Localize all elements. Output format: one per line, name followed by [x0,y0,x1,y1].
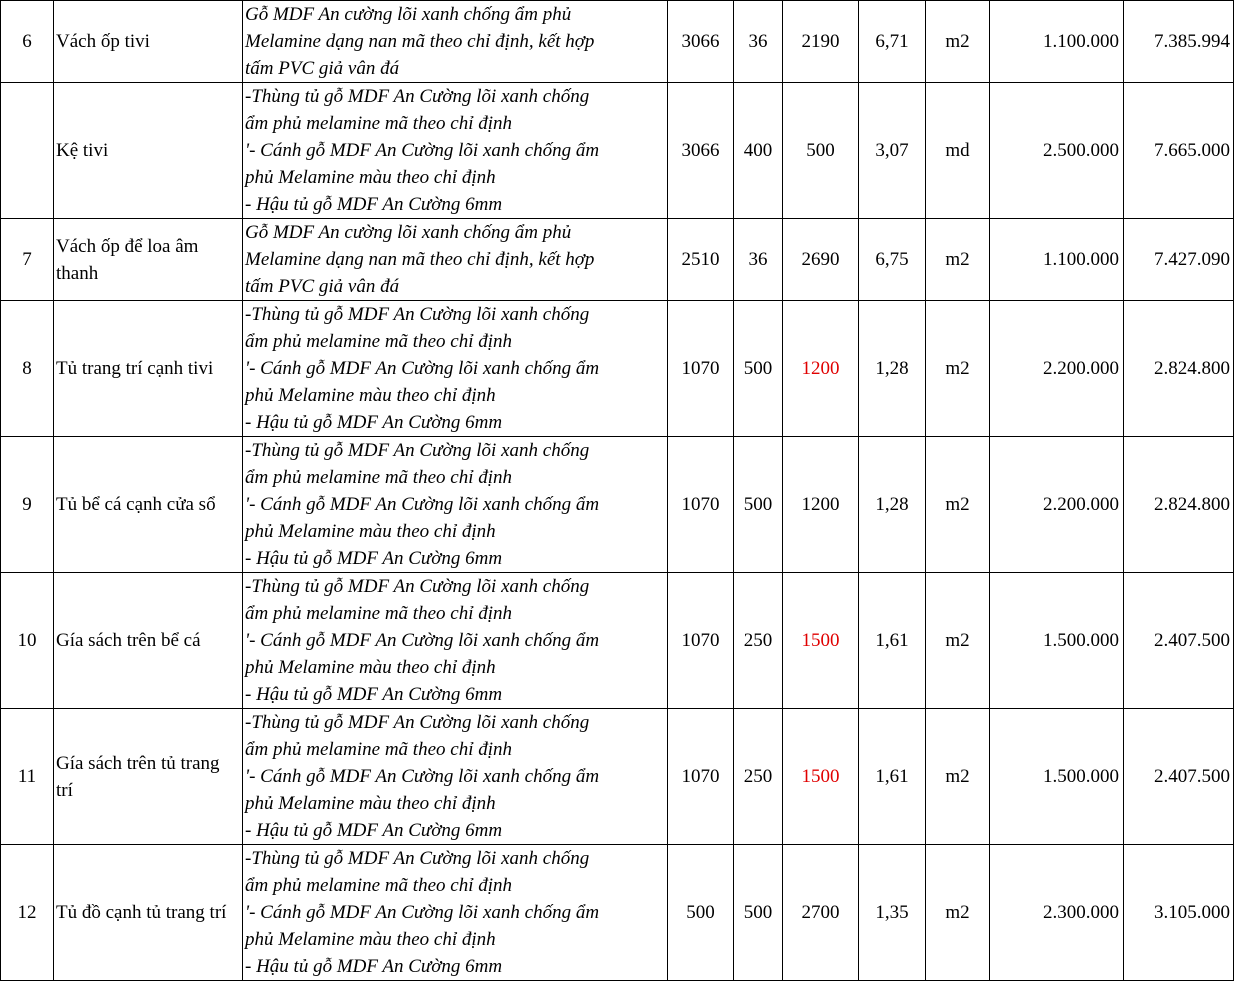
description-line: tấm PVC giả vân đá [245,58,400,79]
description-line: -Thùng tủ gỗ MDF An Cường lõi xanh chống [245,440,590,461]
item-name-cell: Vách ốp tivi [54,1,243,83]
total-cell: 2.824.800 [1124,301,1234,437]
item-name-cell: Tủ đồ cạnh tủ trang trí [54,845,243,981]
quantity-cell: 6,75 [859,219,926,301]
height-cell: 500 [783,83,859,219]
description-line: -Thùng tủ gỗ MDF An Cường lõi xanh chống [245,848,590,869]
description-line: - Hậu tủ gỗ MDF An Cường 6mm [245,194,503,215]
unit-price-cell: 1.100.000 [990,1,1124,83]
row-number-cell: 9 [1,437,54,573]
depth-cell: 500 [734,437,783,573]
unit-cell: md [926,83,990,219]
quantity-cell: 1,28 [859,437,926,573]
length-cell: 1070 [668,437,734,573]
unit-price-cell: 2.200.000 [990,301,1124,437]
description-line: -Thùng tủ gỗ MDF An Cường lõi xanh chống [245,304,590,325]
unit-price-cell: 2.500.000 [990,83,1124,219]
depth-cell: 36 [734,219,783,301]
unit-price-cell: 1.500.000 [990,573,1124,709]
description-line: phủ Melamine màu theo chỉ định [245,167,496,188]
quantity-cell: 1,28 [859,301,926,437]
description-line: - Hậu tủ gỗ MDF An Cường 6mm [245,820,503,841]
item-name-cell: Kệ tivi [54,83,243,219]
row-number-cell: 11 [1,709,54,845]
description-line: phủ Melamine màu theo chỉ định [245,385,496,406]
description-line: phủ Melamine màu theo chỉ định [245,929,496,950]
description-line: ẩm phủ melamine mã theo chỉ định [245,603,513,624]
item-description-cell [243,219,668,301]
description-line: ẩm phủ melamine mã theo chỉ định [245,739,513,760]
depth-cell: 250 [734,573,783,709]
description-line: ẩm phủ melamine mã theo chỉ định [245,467,513,488]
table-row [1,573,1234,709]
table-row [1,845,1234,981]
depth-cell: 36 [734,1,783,83]
description-line: phủ Melamine màu theo chỉ định [245,521,496,542]
total-cell: 2.407.500 [1124,709,1234,845]
total-cell: 2.407.500 [1124,573,1234,709]
unit-cell: m2 [926,301,990,437]
item-description-cell [243,83,668,219]
unit-cell: m2 [926,709,990,845]
height-cell: 1500 [783,573,859,709]
table-row [1,709,1234,845]
description-line: '- Cánh gỗ MDF An Cường lõi xanh chống ẩm [245,494,600,515]
total-cell: 2.824.800 [1124,437,1234,573]
description-line: ẩm phủ melamine mã theo chỉ định [245,331,513,352]
item-description-cell [243,437,668,573]
row-number-cell: 7 [1,219,54,301]
height-cell: 2690 [783,219,859,301]
description-line: '- Cánh gỗ MDF An Cường lõi xanh chống ẩm [245,766,600,787]
length-cell: 1070 [668,301,734,437]
length-cell: 2510 [668,219,734,301]
total-cell: 7.385.994 [1124,1,1234,83]
description-line: '- Cánh gỗ MDF An Cường lõi xanh chống ẩm [245,630,600,651]
quantity-cell: 1,61 [859,573,926,709]
description-line: phủ Melamine màu theo chỉ định [245,793,496,814]
table-row [1,301,1234,437]
description-line: Melamine dạng nan mã theo chỉ định, kết hợp [245,31,595,52]
description-line: -Thùng tủ gỗ MDF An Cường lõi xanh chống [245,712,590,733]
row-number-cell: 10 [1,573,54,709]
description-line: '- Cánh gỗ MDF An Cường lõi xanh chống ẩm [245,140,600,161]
quantity-cell: 1,61 [859,709,926,845]
length-cell: 500 [668,845,734,981]
unit-cell: m2 [926,219,990,301]
item-description-cell [243,301,668,437]
unit-price-cell: 1.500.000 [990,709,1124,845]
description-line: tấm PVC giả vân đá [245,276,400,297]
length-cell: 1070 [668,709,734,845]
unit-cell: m2 [926,573,990,709]
length-cell: 1070 [668,573,734,709]
height-cell: 1200 [783,437,859,573]
table-row [1,1,1234,83]
description-line: - Hậu tủ gỗ MDF An Cường 6mm [245,548,503,569]
unit-cell: m2 [926,437,990,573]
depth-cell: 500 [734,301,783,437]
unit-price-cell: 2.300.000 [990,845,1124,981]
description-line: ẩm phủ melamine mã theo chỉ định [245,875,513,896]
item-name-cell: Gía sách trên bể cá [54,573,243,709]
total-cell: 7.665.000 [1124,83,1234,219]
row-number-cell [1,83,54,219]
item-description-cell [243,845,668,981]
description-line: - Hậu tủ gỗ MDF An Cường 6mm [245,956,503,977]
item-name-cell: Tủ bể cá cạnh cửa sổ [54,437,243,573]
quantity-cell: 6,71 [859,1,926,83]
table-row [1,83,1234,219]
unit-price-cell: 1.100.000 [990,219,1124,301]
table-row [1,437,1234,573]
row-number-cell: 6 [1,1,54,83]
item-name-cell: Tủ trang trí cạnh tivi [54,301,243,437]
description-line: '- Cánh gỗ MDF An Cường lõi xanh chống ẩm [245,358,600,379]
quantity-cell: 3,07 [859,83,926,219]
row-number-cell: 12 [1,845,54,981]
description-line: - Hậu tủ gỗ MDF An Cường 6mm [245,684,503,705]
depth-cell: 400 [734,83,783,219]
unit-cell: m2 [926,845,990,981]
item-description-cell [243,1,668,83]
item-description-cell [243,709,668,845]
description-line: - Hậu tủ gỗ MDF An Cường 6mm [245,412,503,433]
description-line: phủ Melamine màu theo chỉ định [245,657,496,678]
description-line: -Thùng tủ gỗ MDF An Cường lõi xanh chống [245,86,590,107]
description-line: '- Cánh gỗ MDF An Cường lõi xanh chống ẩm [245,902,600,923]
length-cell: 3066 [668,83,734,219]
height-cell: 1200 [783,301,859,437]
unit-cell: m2 [926,1,990,83]
height-cell: 2700 [783,845,859,981]
table-row [1,219,1234,301]
height-cell: 2190 [783,1,859,83]
table-body [1,1,1234,981]
description-line: Gỗ MDF An cường lõi xanh chống ẩm phủ [245,222,572,243]
depth-cell: 500 [734,845,783,981]
quantity-cell: 1,35 [859,845,926,981]
description-line: Gỗ MDF An cường lõi xanh chống ẩm phủ [245,4,572,25]
description-line: -Thùng tủ gỗ MDF An Cường lõi xanh chống [245,576,590,597]
item-description-cell [243,573,668,709]
total-cell: 3.105.000 [1124,845,1234,981]
length-cell: 3066 [668,1,734,83]
item-name-cell: Vách ốp để loa âm thanh [54,219,243,301]
unit-price-cell: 2.200.000 [990,437,1124,573]
item-name-cell: Gía sách trên tủ trang trí [54,709,243,845]
total-cell: 7.427.090 [1124,219,1234,301]
description-line: Melamine dạng nan mã theo chỉ định, kết hợp [245,249,595,270]
depth-cell: 250 [734,709,783,845]
description-line: ẩm phủ melamine mã theo chỉ định [245,113,513,134]
row-number-cell: 8 [1,301,54,437]
height-cell: 1500 [783,709,859,845]
